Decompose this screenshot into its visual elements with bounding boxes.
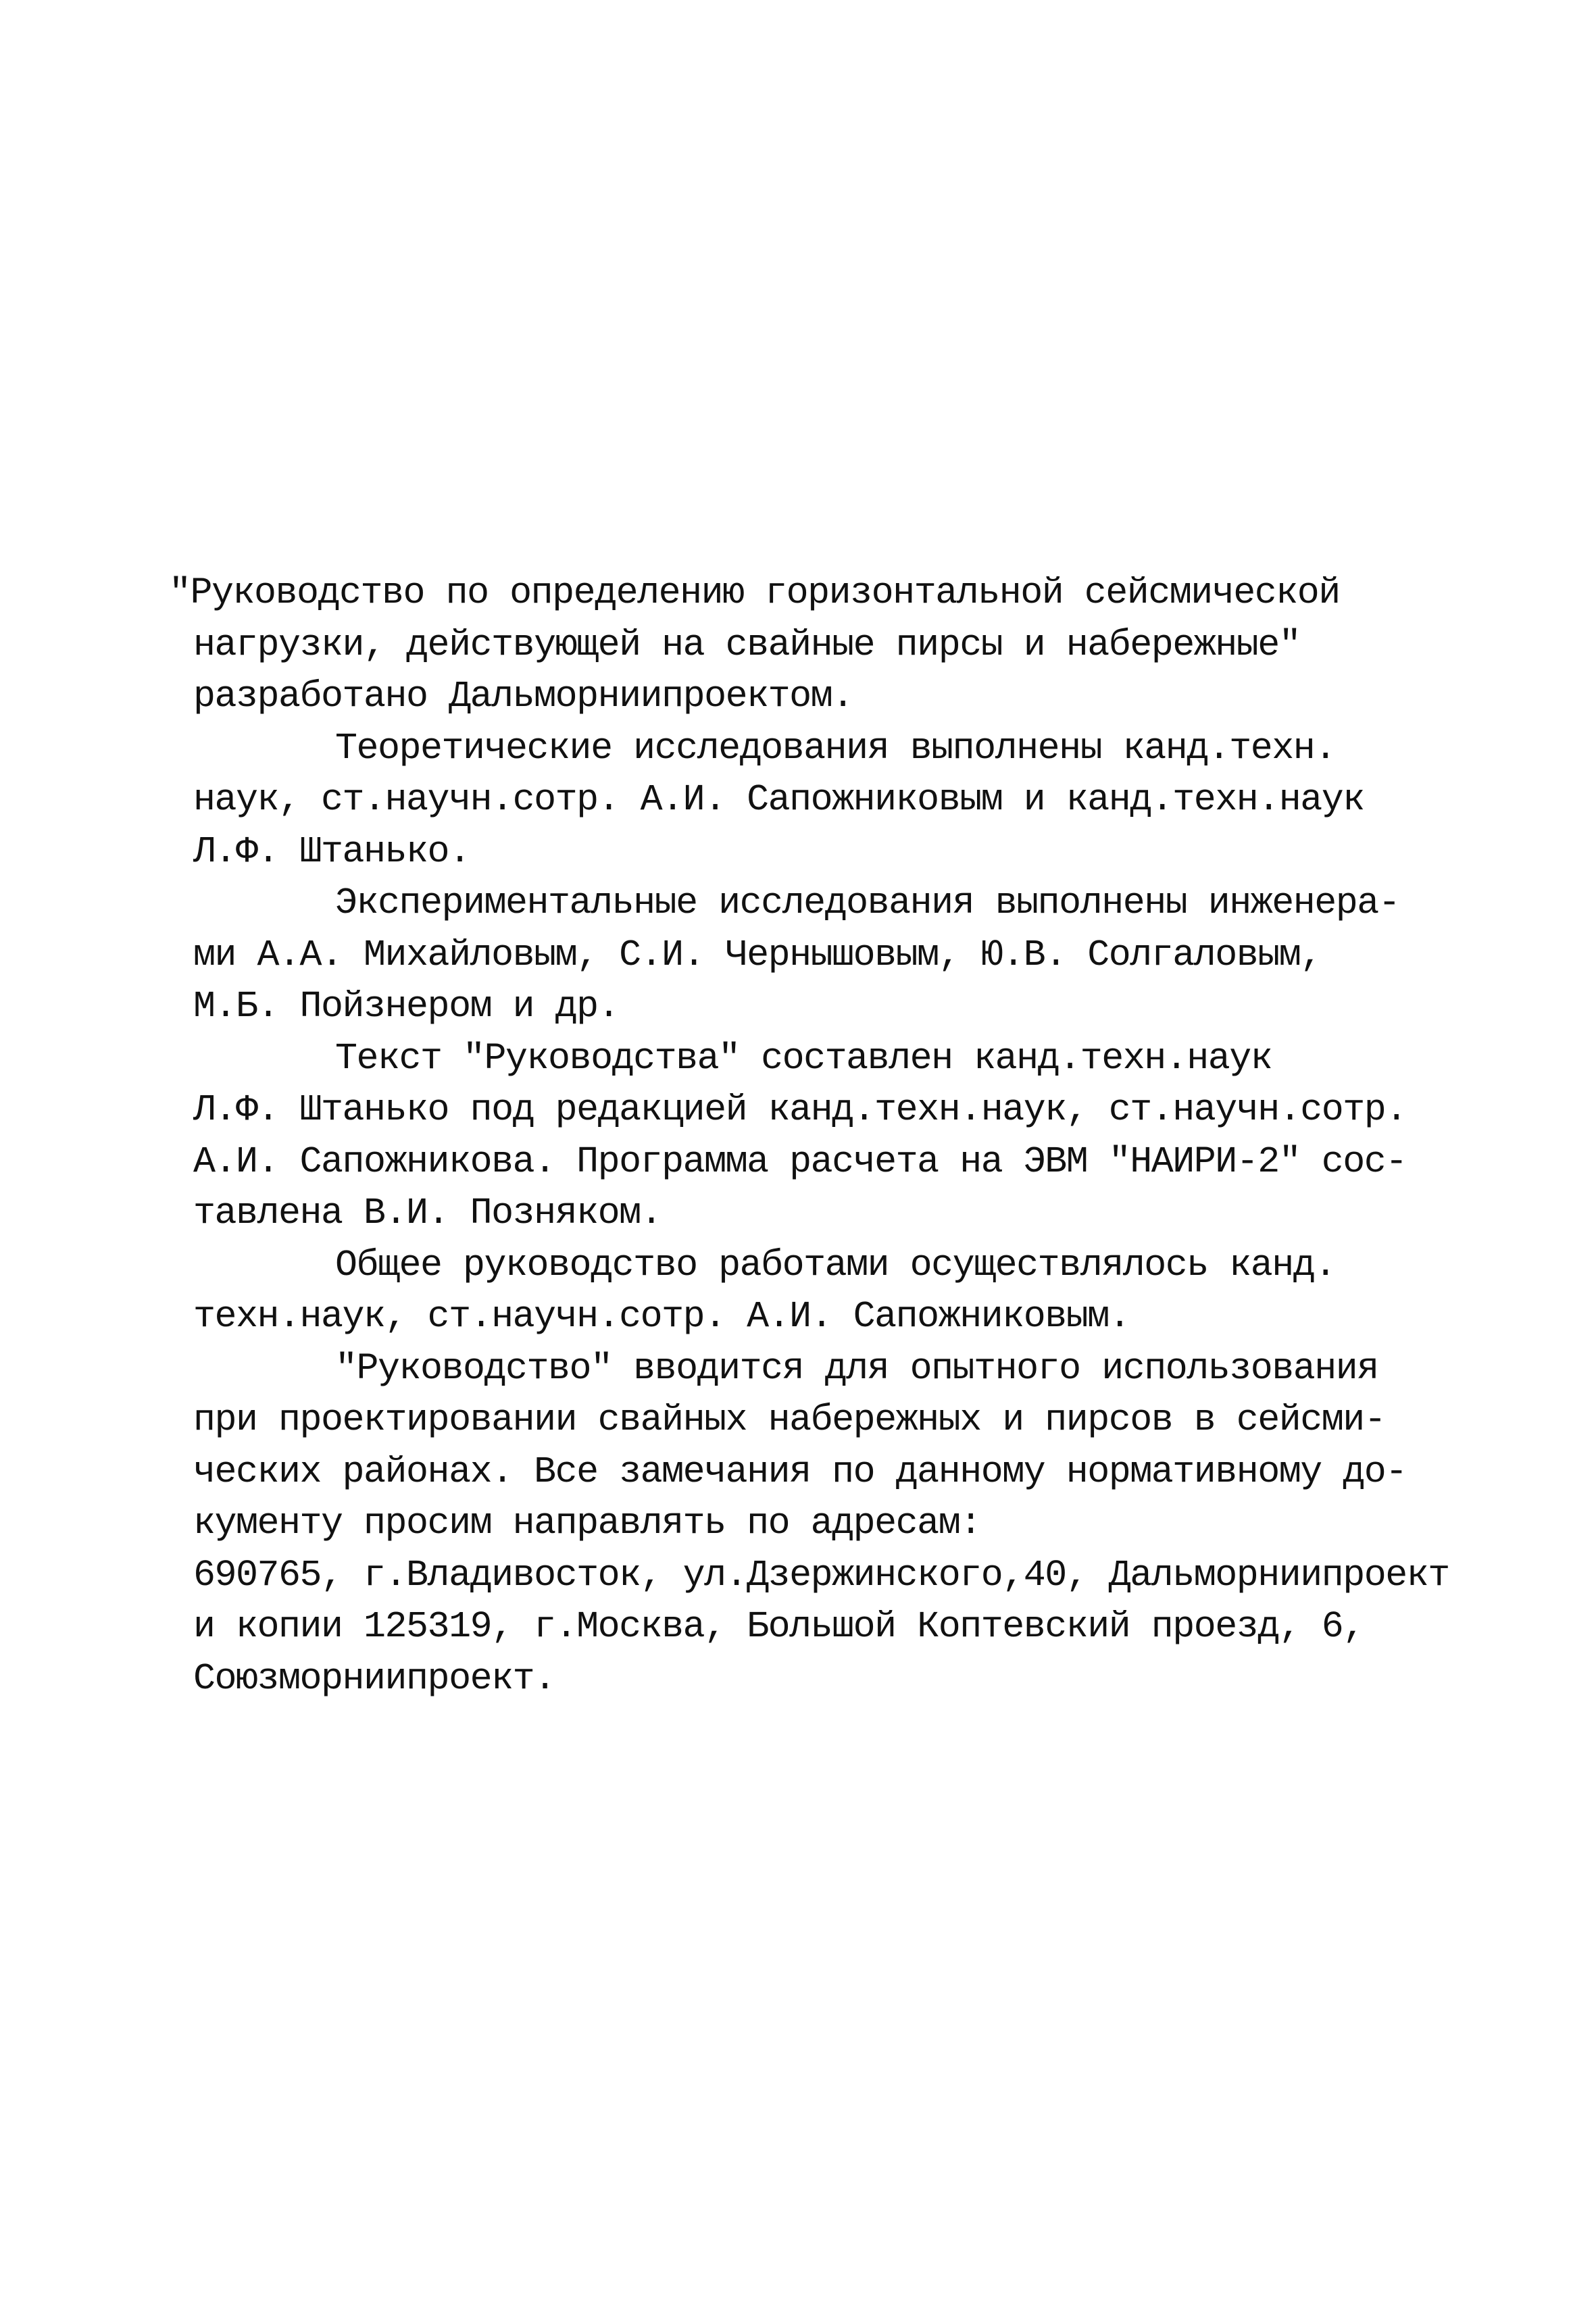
text-line: М.Б. Пойзнером и др. [193,985,620,1028]
address-line: Союзморниипроект. [193,1657,555,1700]
text-line: Л.Ф. Штанько. [193,830,470,873]
text-line: А.И. Сапожникова. Программа расчета на ЭВМ "НАИРИ-2" сос- [193,1140,1407,1183]
paragraph-first-line: "Руководство" вводится для опытного использования [335,1347,1378,1390]
text-line: техн.наук, ст.научн.сотр. А.И. Сапожниковым. [193,1295,1130,1338]
paragraph-first-line: Экспериментальные исследования выполнены инженера- [335,882,1400,924]
paragraph-first-line: Текст "Руководства" составлен канд.техн.наук [335,1036,1272,1080]
text-line: "Руководство по определению горизонтальной сейсмической [169,572,1340,614]
text-line: ми А.А. Михайловым, С.И. Чернышовым, Ю.В. Солгаловым, [193,933,1322,976]
text-line: ческих районах. Все замечания по данному нормативному до- [193,1450,1407,1493]
text-line: кументу просим направлять по адресам: [193,1502,981,1544]
text-line: нагрузки, действующей на свайные пирсы и набережные" [193,623,1301,666]
address-line: и копии 125319, г.Москва, Большой Коптевский проезд, 6, [193,1605,1364,1648]
address-line: 690765, г.Владивосток, ул.Дзержинского,40, Дальморниипроект [193,1553,1449,1596]
text-line: при проектировании свайных набережных и пирсов в сейсми- [193,1399,1386,1441]
paragraph-first-line: Теоретические исследования выполнены канд.техн. [335,726,1336,770]
text-line: разработано Дальморниипроектом. [193,675,853,718]
document-text [169,568,1453,1705]
text-line: наук, ст.научн.сотр. А.И. Сапожниковым и канд.техн.наук [193,778,1364,821]
paragraph-first-line: Общее руководство работами осуществлялось канд. [335,1243,1336,1286]
text-line: тавлена В.И. Позняком. [193,1192,662,1234]
text-line: Л.Ф. Штанько под редакцией канд.техн.наук, ст.научн.сотр. [193,1088,1407,1131]
